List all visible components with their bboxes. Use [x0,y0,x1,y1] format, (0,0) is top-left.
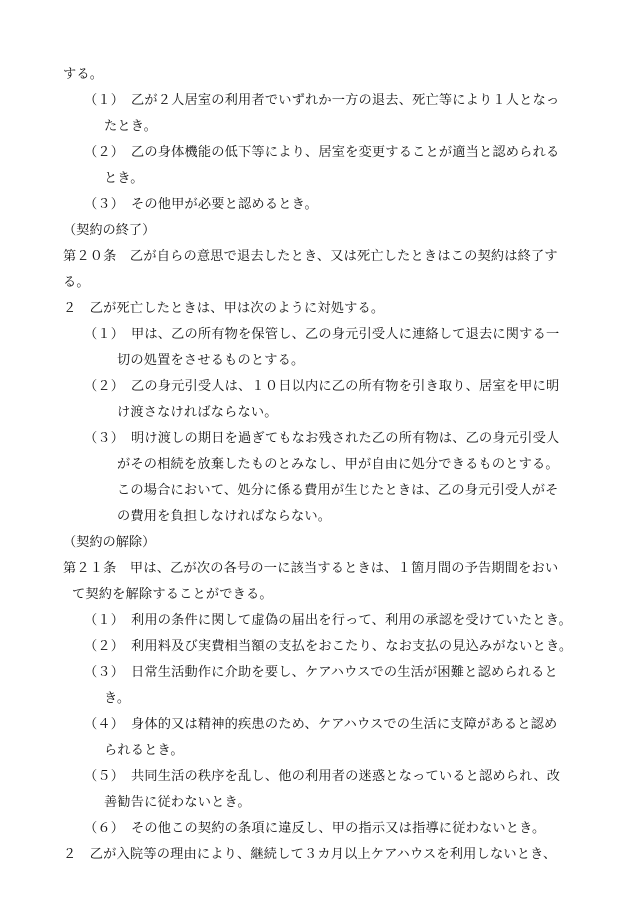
text-line: 善勧告に従わないとき。 [104,795,251,810]
text-line: がその相続を放棄したものとみなし、甲が自由に処分できるものとする。 [117,457,559,472]
text-line: の費用を負担しなければならない。 [117,509,332,524]
text-line: る。 [63,275,90,290]
text-line: 切の処置をさせるものとする。 [117,353,305,368]
text-line: け渡さなければならない。 [117,405,278,420]
text-line: とき。 [104,171,144,186]
list-item-4: （４） 身体的又は精神的疾患のため、ケアハウスでの生活に支障があると認め [84,717,558,732]
list-item-1: （１） 乙が２人居室の利用者でいずれか一方の退去、死亡等により１人となっ [84,93,560,108]
list-item-5: （５） 共同生活の秩序を乱し、他の利用者の迷惑となっていると認められ、改 [84,769,561,784]
section-heading-contract-end: （契約の終了） [63,223,156,238]
text-line: たとき。 [104,119,158,134]
paragraph-2: ２ 乙が死亡したときは、甲は次のように対処する。 [63,301,385,316]
list-item-2: （２） 乙の身体機能の低下等により、居室を変更することが適当と認められる [84,145,560,160]
paragraph-2: ２ 乙が入院等の理由により、継続して３カ月以上ケアハウスを利用しないとき、 [63,847,557,862]
list-item-2: （２） 利用料及び実費相当額の支払をおこたり、なお支払の見込みがないとき。 [84,639,573,654]
list-item-2: （２） 乙の身元引受人は、１０日以内に乙の所有物を引き取り、居室を甲に明 [84,379,560,394]
list-item-1: （１） 利用の条件に関して虚偽の届出を行って、利用の承認を受けていたとき。 [84,613,572,628]
text-line: られるとき。 [104,743,184,758]
text-line: する。 [63,67,104,82]
list-item-3: （３） その他甲が必要と認めるとき。 [84,197,318,212]
list-item-6: （６） その他この契約の条項に違反し、甲の指示又は指導に従わないとき。 [84,821,546,836]
text-line: て契約を解除することができる。 [72,587,273,602]
list-item-3: （３） 日常生活動作に介助を要し、ケアハウスでの生活が困難と認められると [84,665,558,680]
text-line: き。 [104,691,131,706]
article-21: 第２１条 甲は、乙が次の各号の一に該当するときは、１箇月間の予告期間をおい [63,561,559,576]
section-heading-contract-cancel: （契約の解除） [63,535,156,550]
list-item-3: （３） 明け渡しの期日を過ぎてもなお残された乙の所有物は、乙の身元引受人 [84,431,560,446]
article-20: 第２０条 乙が自らの意思で退去したとき、又は死亡したときはこの契約は終了す [63,249,558,264]
list-item-1: （１） 甲は、乙の所有物を保管し、乙の身元引受人に連絡して退去に関する一 [84,327,560,342]
text-line: この場合において、処分に係る費用が生じたときは、乙の身元引受人がそ [117,483,559,498]
